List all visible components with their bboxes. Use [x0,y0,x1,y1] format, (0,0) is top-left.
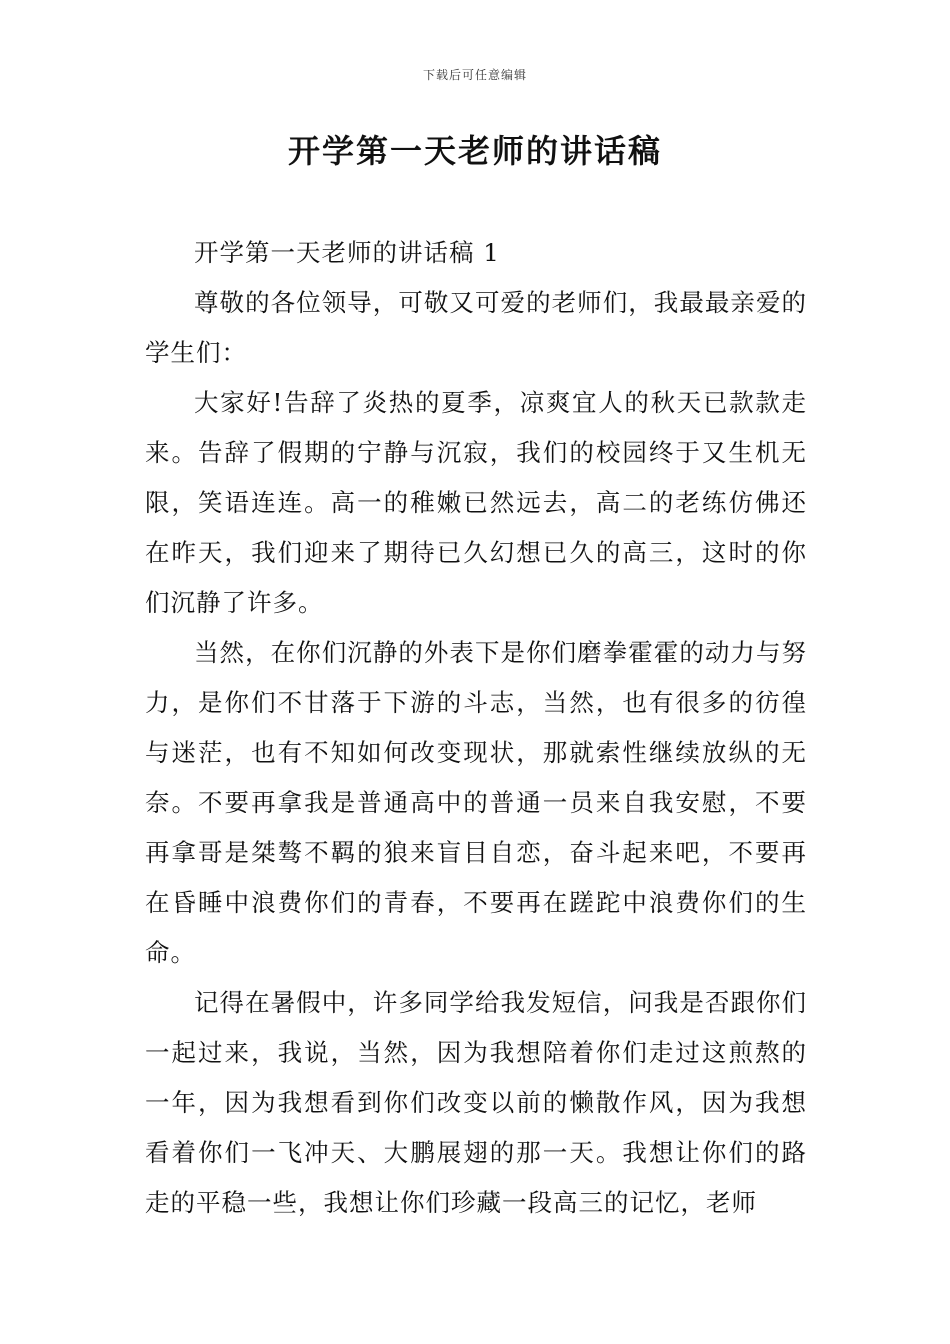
body-paragraph: 记得在暑假中，许多同学给我发短信，问我是否跟你们一起过来，我说，当然，因为我想陪着你们走过这煎熬的一年，因为我想看到你们改变以前的懒散作风，因为我想看着你们一飞冲天、大鹏展翅的那一天。我想让你们的路走的平稳一些，我想让你们珍藏一段高三的记忆，老师 [145,988,807,1217]
body-paragraph: 当然，在你们沉静的外表下是你们磨拳霍霍的动力与努力，是你们不甘落于下游的斗志，当然，也有很多的彷徨与迷茫，也有不知如何改变现状，那就索性继续放纵的无奈。不要再拿我是普通高中的普通一员来自我安慰，不要再拿哥是桀骜不羁的狼来盲目自恋，奋斗起来吧，不要再在昏睡中浪费你们的青春，不要再在蹉跎中浪费你们的生命。 [145,638,807,967]
salutation-paragraph: 尊敬的各位领导，可敬又可爱的老师们，我最最亲爱的学生们： [145,288,807,367]
body-paragraph: 大家好!告辞了炎热的夏季，凉爽宜人的秋天已款款走来。告辞了假期的宁静与沉寂，我们的校园终于又生机无限，笑语连连。高一的稚嫩已然远去，高二的老练仿佛还在昨天，我们迎来了期待已久幻想已久的高三，这时的你们沉静了许多。 [145,388,807,617]
document-body [145,228,807,1228]
header-note: 下载后可任意编辑 [422,68,527,82]
document-title: 开学第一天老师的讲话稿 [287,132,662,170]
section-heading: 开学第一天老师的讲话稿 1 [194,238,500,267]
